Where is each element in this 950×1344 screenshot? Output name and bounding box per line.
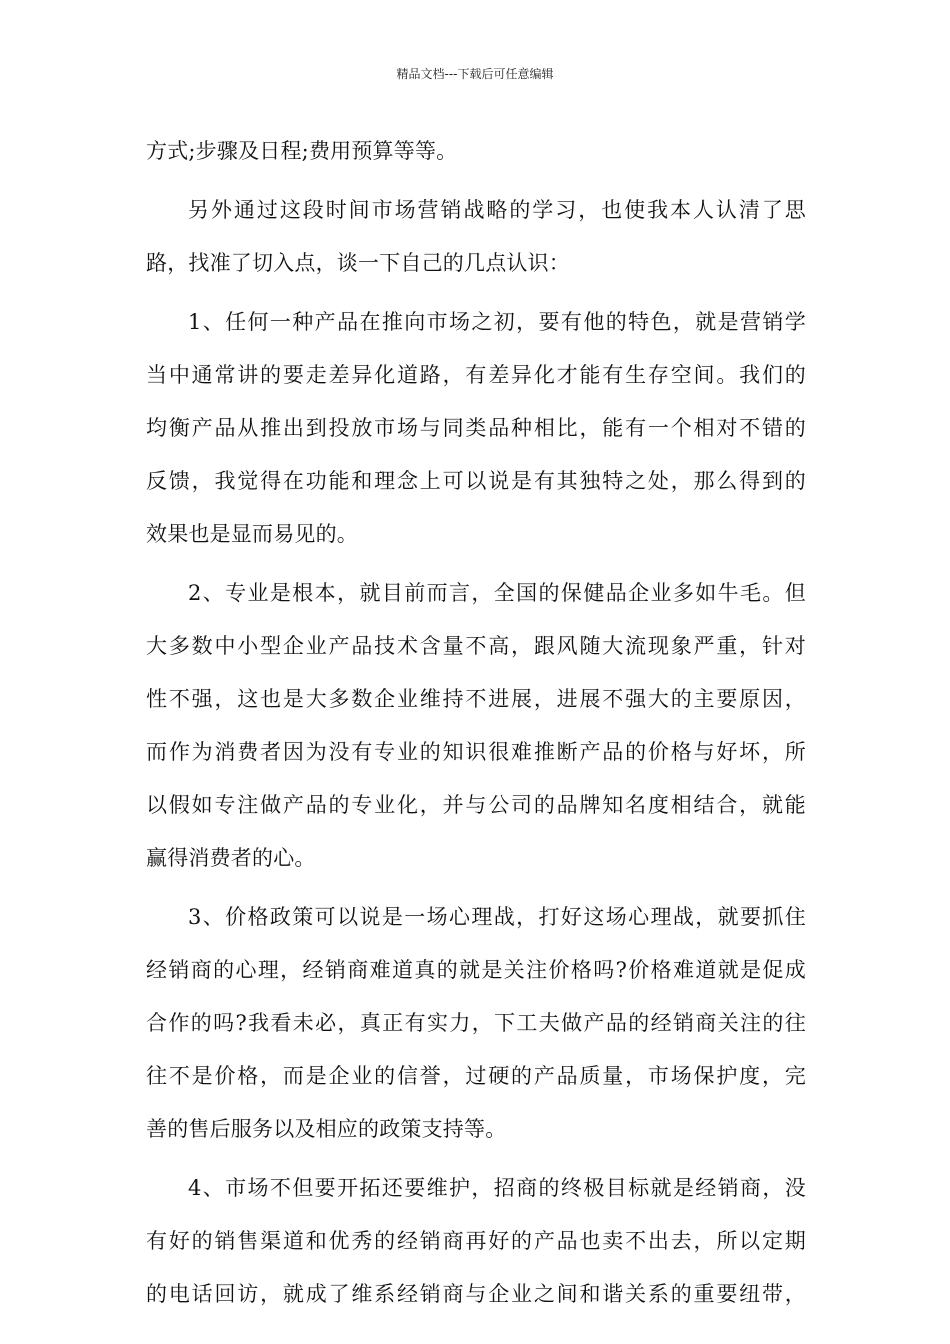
text-line: 方式;步骤及日程;费用预算等等。 bbox=[146, 139, 458, 163]
text-line: 均衡产品从推出到投放市场与同类品种相比，能有一个相对不错的 bbox=[146, 416, 806, 440]
text-line: 而作为消费者因为没有专业的知识很难推断产品的价格与好坏，所 bbox=[146, 740, 806, 764]
text-line: 另外通过这段时间市场营销战略的学习，也使我本人认清了思 bbox=[188, 198, 806, 222]
text-line: 的电话回访，就成了维系经销商与企业之间和谐关系的重要纽带， bbox=[146, 1282, 806, 1306]
paragraph-5 bbox=[146, 891, 806, 1156]
text-line: 反馈，我觉得在功能和理念上可以说是有其独特之处，那么得到的 bbox=[146, 469, 806, 493]
text-line: 路，找准了切入点，谈一下自己的几点认识： bbox=[146, 251, 570, 275]
paragraph-1 bbox=[146, 125, 806, 178]
paragraph-2 bbox=[146, 184, 806, 290]
page-header: 精品文档---下载后可任意编辑 bbox=[396, 67, 554, 81]
text-line: 经销商的心理，经销商难道真的就是关注价格吗?价格难道就是促成 bbox=[146, 958, 806, 982]
text-line: 1、任何一种产品在推向市场之初，要有他的特色，就是营销学 bbox=[188, 310, 806, 334]
paragraph-3 bbox=[146, 296, 806, 561]
text-line: 2、专业是根本，就目前而言，全国的保健品企业多如牛毛。但 bbox=[188, 581, 806, 605]
text-line: 有好的销售渠道和优秀的经销商再好的产品也卖不出去，所以定期 bbox=[146, 1229, 806, 1253]
text-line: 大多数中小型企业产品技术含量不高，跟风随大流现象严重，针对 bbox=[146, 634, 806, 658]
text-line: 性不强，这也是大多数企业维持不进展，进展不强大的主要原因， bbox=[146, 687, 806, 711]
text-line: 当中通常讲的要走差异化道路，有差异化才能有生存空间。我们的 bbox=[146, 363, 806, 387]
text-line: 合作的吗?我看未必，真正有实力，下工夫做产品的经销商关注的往 bbox=[146, 1011, 806, 1035]
paragraph-4 bbox=[146, 567, 806, 885]
document-body bbox=[146, 125, 806, 1327]
text-line: 3、价格政策可以说是一场心理战，打好这场心理战，就要抓住 bbox=[188, 905, 806, 929]
text-line: 4、市场不但要开拓还要维护，招商的终极目标就是经销商，没 bbox=[188, 1176, 806, 1200]
paragraph-6 bbox=[146, 1162, 806, 1321]
text-line: 赢得消费者的心。 bbox=[146, 846, 316, 870]
text-line: 效果也是显而易见的。 bbox=[146, 522, 358, 546]
text-line: 善的售后服务以及相应的政策支持等。 bbox=[146, 1117, 507, 1141]
text-line: 往不是价格，而是企业的信誉，过硬的产品质量，市场保护度，完 bbox=[146, 1064, 806, 1088]
text-line: 以假如专注做产品的专业化，并与公司的品牌知名度相结合，就能 bbox=[146, 793, 806, 817]
